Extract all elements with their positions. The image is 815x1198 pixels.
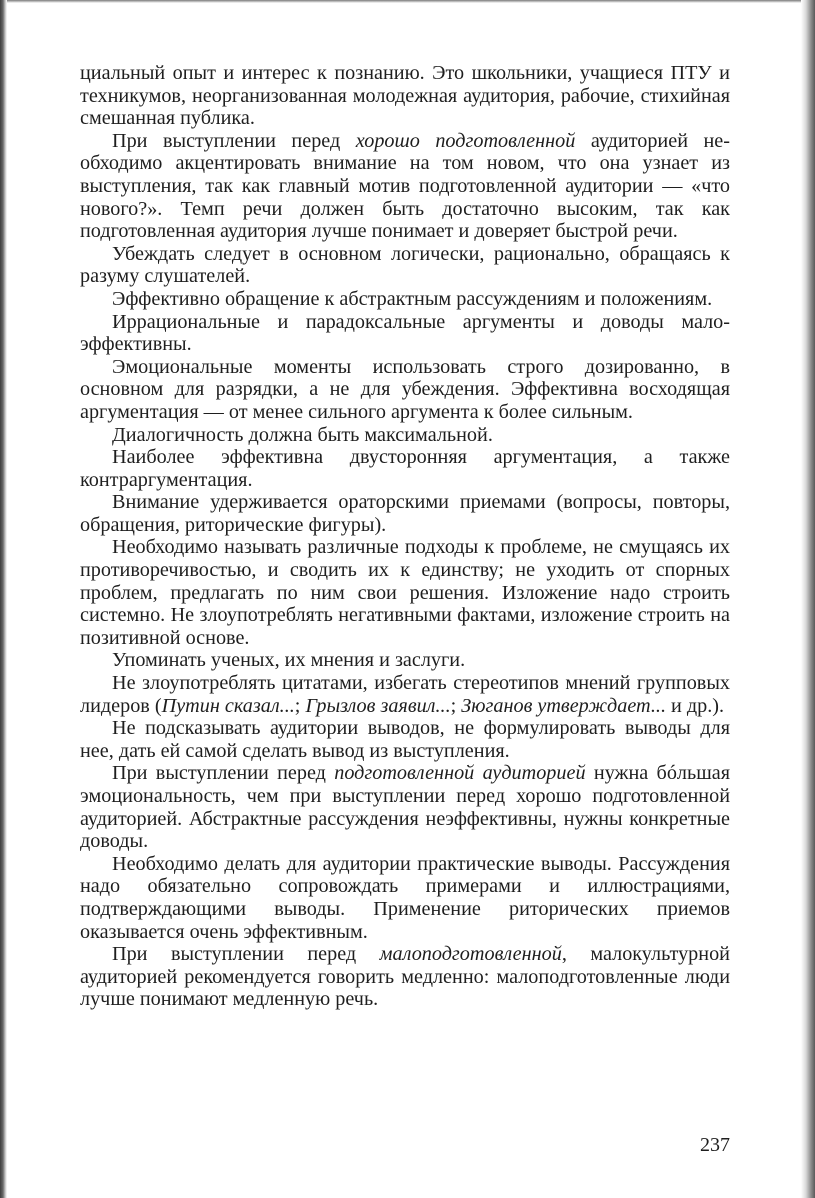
- paragraph: [80, 491, 730, 536]
- italic-text: Грызлов заявил...: [305, 694, 451, 717]
- page-body: [80, 62, 730, 1011]
- text-run: Эффективно обращение к абстрактным рассуждениям и положениям.: [112, 287, 713, 310]
- paragraph: [80, 62, 730, 130]
- text-run: нужна бóльшая эмоциональность, чем при выступлении перед хорошо подготовленной аудиторией. Абстрактные рассуждения неэффективны, нужны конкретные доводы.: [80, 762, 730, 853]
- text-run: аудиторией необходимо акцентировать внимание на том новом, что она узнает из выступления, так как главный мотив подготовленной аудитории — «что нового?». Темп речи должен быть достаточно высоким, так как подготовленная аудитория лучше понимает и доверяет быстрой речи.: [80, 129, 730, 243]
- text-run: Не подсказывать аудитории выводов, не формулировать выводы для нее, дать ей самой сделать вывод из выступления.: [80, 717, 730, 762]
- italic-text: хорошо подготовленной: [355, 129, 576, 152]
- text-run: Необходимо называть различные подходы к проблеме, не смущаясь их противоречивостью, и сводить их к единству; не уходить от спорных проблем, предлагать по ним свои решения. Изложение надо строить системно. Не злоупотреблять негативными фактами, изложение строить на позитивной основе.: [80, 536, 730, 649]
- paragraph: [80, 717, 730, 762]
- paragraph: [80, 536, 730, 649]
- scan-top-edge: [0, 0, 815, 3]
- text-run: Убеждать следует в основном логически, рационально, обращаясь к разуму слушателей.: [80, 242, 730, 288]
- text-run: При выступлении перед: [112, 129, 356, 152]
- paragraph: [80, 943, 730, 1011]
- italic-text: Путин сказал...: [161, 694, 295, 717]
- text-run: Диалогичность должна быть максимальной.: [112, 423, 493, 446]
- paragraph: [80, 311, 730, 356]
- paragraph: [80, 853, 730, 943]
- italic-text: Зюганов утверждает...: [461, 694, 666, 717]
- italic-text: подготовленной аудиторией: [334, 762, 586, 785]
- scan-right-edge: [801, 0, 815, 1198]
- paragraph: [80, 288, 730, 311]
- paragraph: [80, 356, 730, 424]
- text-run: При выступлении перед: [112, 943, 380, 966]
- paragraph: [80, 243, 730, 288]
- paragraph: [80, 762, 730, 852]
- text-run: и др.).: [666, 694, 725, 717]
- text-run: ;: [294, 694, 306, 717]
- paragraph: [80, 446, 730, 491]
- text-run: Упоминать ученых, их мнения и заслуги.: [112, 649, 466, 672]
- text-run: Иррациональные и парадоксальные аргументы и доводы малоэффективны.: [80, 310, 730, 356]
- text-run: Не злоупотреблять цитатами, избегать стереотипов мнений групповых лидеров (: [80, 672, 730, 717]
- paragraph: [80, 130, 730, 243]
- text-run: ;: [450, 694, 462, 717]
- page-number: 237: [700, 1134, 730, 1156]
- italic-text: малоподготовленной: [379, 943, 562, 966]
- paragraph: [80, 672, 730, 717]
- scan-left-edge: [0, 0, 7, 1198]
- text-run: Внимание удерживается ораторскими приемами (вопросы, повторы, обращения, риторические фигуры).: [80, 491, 730, 536]
- paragraph: [80, 424, 730, 447]
- text-run: , малокультурной аудиторией рекомендуется говорить медленно: малоподготовленные люди лучше понимают медленную речь.: [80, 943, 730, 1011]
- text-run: Эмоциональные моменты использовать строго дозированно, в основном для разрядки, а не для убеждения. Эффективна восходящая аргументация — от менее сильного аргумента к более сильным.: [80, 355, 730, 423]
- text-run: При выступлении перед: [112, 762, 335, 785]
- paragraph: [80, 649, 730, 672]
- text-run: циальный опыт и интерес к познанию. Это школьники, учащиеся ПТУ и техникумов, неорганизованная молодежная аудитория, рабочие, стихийная смешанная публика.: [80, 62, 730, 130]
- text-run: Необходимо делать для аудитории практические выводы. Рассуждения надо обязательно сопровождать примерами и иллюстрациями, подтверждающими выводы. Применение риторических приемов оказывается очень эффективным.: [80, 852, 730, 943]
- text-run: Наиболее эффективна двусторонняя аргументация, а также контраргументация.: [80, 446, 730, 491]
